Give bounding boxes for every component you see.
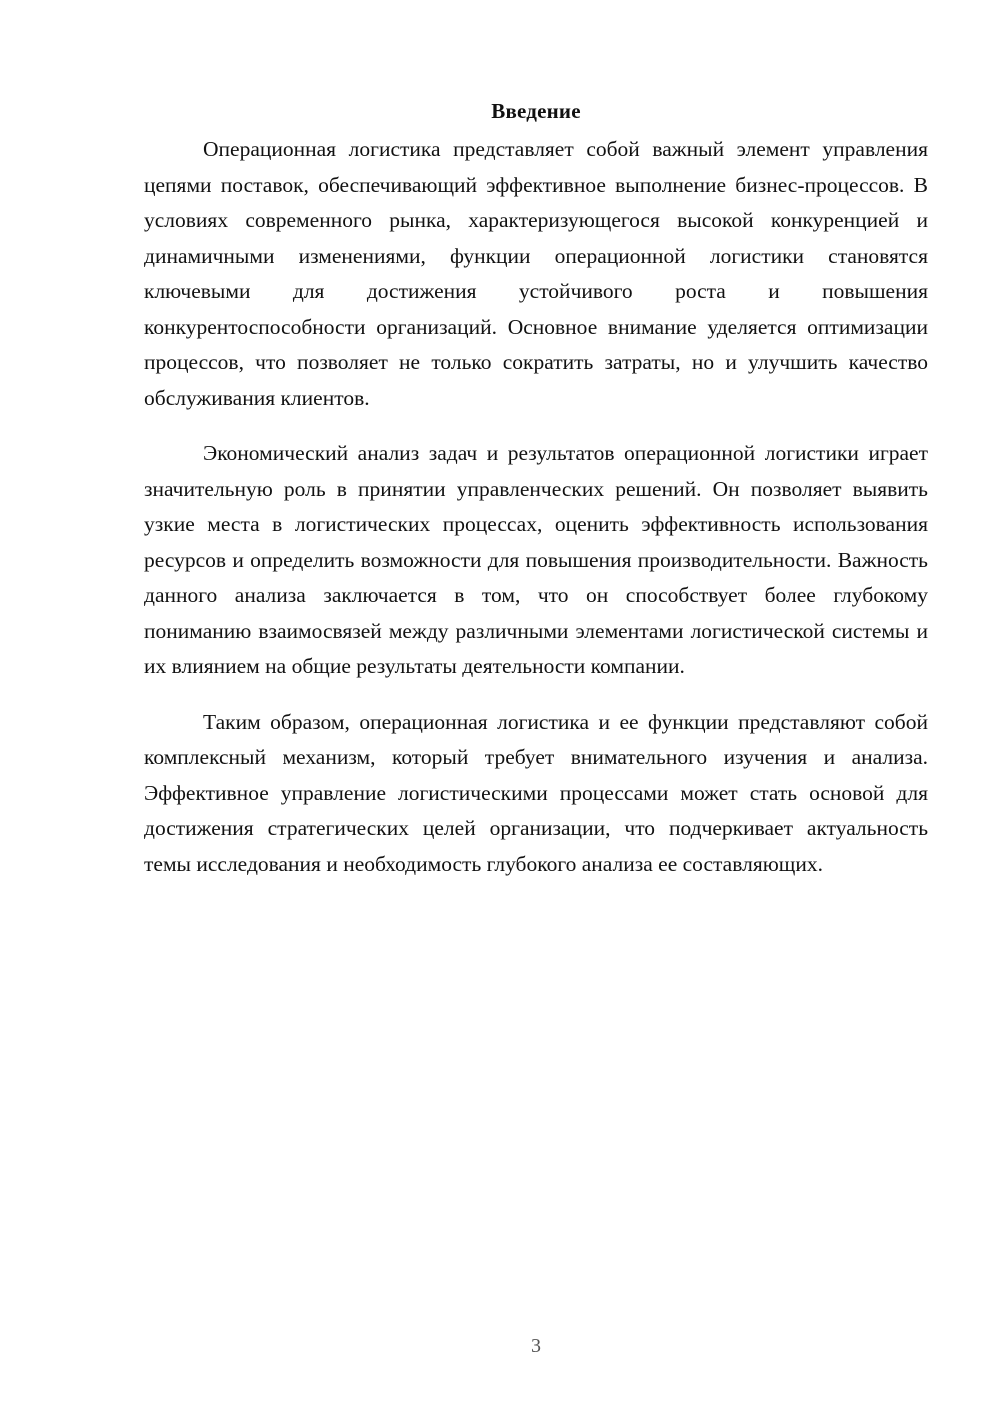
page-number: 3	[531, 1335, 541, 1357]
page-content	[144, 96, 928, 882]
paragraph-3: Таким образом, операционная логистика и ее функции представляют собой комплексный механизм, который требует внимательного изучения и анализа. Эффективное управление логистическими процессами может стать основой для достижения стратегических целей организации, что подчеркивает актуальность темы исследования и необходимость глубокого анализа ее составляющих.	[144, 709, 928, 876]
paragraph-1: Операционная логистика представляет собой важный элемент управления цепями поставок, обеспечивающий эффективное выполнение бизнес-процессов. В условиях современного рынка, характеризующегося высокой конкуренцией и динамичными изменениями, функции операционной логистики становятся ключевыми для достижения устойчивого роста и повышения конкурентоспособности организаций. Основное внимание уделяется оптимизации процессов, что позволяет не только сократить затраты, но и улучшить качество обслуживания клиентов.	[144, 137, 928, 410]
paragraph-2: Экономический анализ задач и результатов операционной логистики играет значительную роль в принятии управленческих решений. Он позволяет выявить узкие места в логистических процессах, оценить эффективность использования ресурсов и определить возможности для повышения производительности. Важность данного анализа заключается в том, что он способствует более глубокому пониманию взаимосвязей между различными элементами логистической системы и их влиянием на общие результаты деятельности компании.	[144, 441, 928, 678]
section-title: Введение	[491, 99, 581, 123]
